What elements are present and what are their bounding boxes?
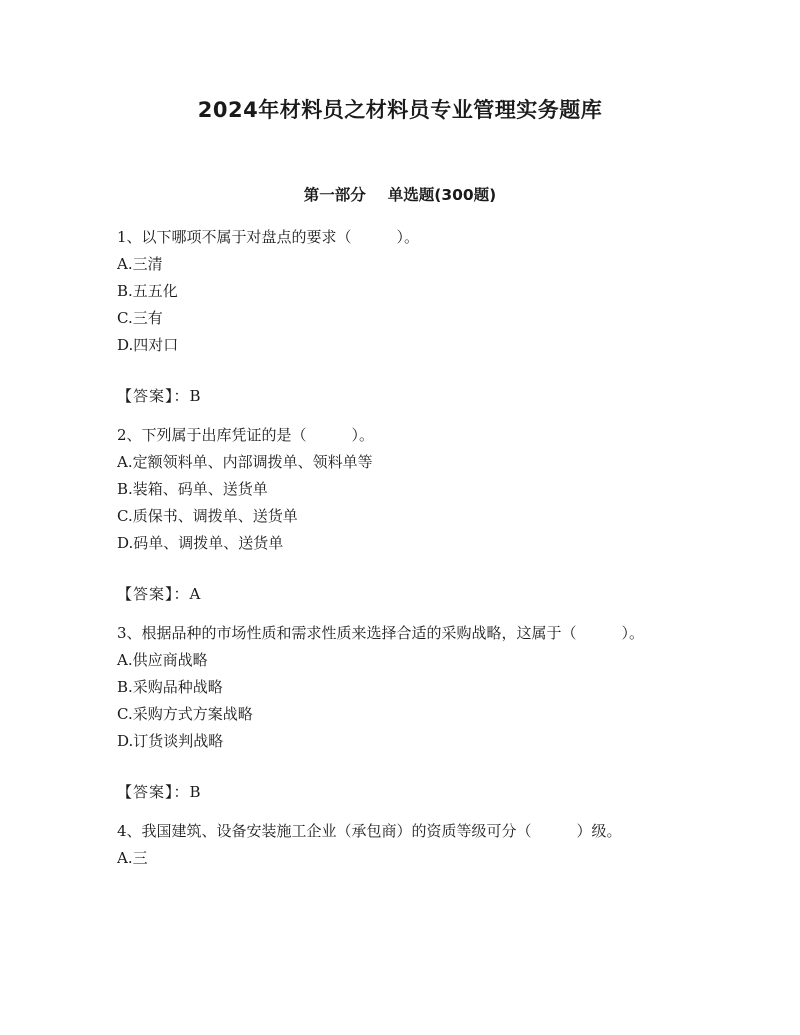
option-c: C.采购方式方案战略 — [117, 705, 253, 723]
question-stem: 4、我国建筑、设备安装施工企业（承包商）的资质等级可分（ ）级。 — [117, 822, 622, 840]
option-a: A.三清 — [117, 255, 163, 273]
option-c: C.三有 — [117, 309, 163, 327]
option-c: C.质保书、调拨单、送货单 — [117, 507, 298, 525]
question-stem: 2、下列属于出库凭证的是（ ）。 — [117, 426, 375, 444]
option-d: D.四对口 — [117, 336, 179, 354]
option-d: D.码单、调拨单、送货单 — [117, 534, 284, 552]
answer-value: B — [189, 387, 201, 405]
answer-line — [117, 779, 687, 806]
document-title: 2024年材料员之材料员专业管理实务题库 — [197, 98, 603, 122]
question-stem: 3、根据品种的市场性质和需求性质来选择合适的采购战略，这属于（ ）。 — [117, 624, 645, 642]
section-name: 单选题(300题) — [387, 186, 497, 204]
option-a: A.三 — [117, 849, 148, 867]
question-1 — [117, 224, 687, 410]
question-2 — [117, 422, 687, 608]
answer-line — [117, 581, 687, 608]
answer-label: 【答案】： — [117, 783, 190, 801]
option-b: B.采购品种战略 — [117, 678, 223, 696]
question-3 — [117, 620, 687, 806]
answer-value: A — [189, 585, 201, 603]
option-b: B.五五化 — [117, 282, 178, 300]
answer-line — [117, 383, 687, 410]
section-heading — [0, 184, 800, 206]
option-a: A.定额领料单、内部调拨单、领料单等 — [117, 453, 373, 471]
answer-value: B — [189, 783, 201, 801]
option-a: A.供应商战略 — [117, 651, 208, 669]
section-part: 第一部分 — [303, 186, 366, 204]
answer-label: 【答案】： — [117, 585, 190, 603]
question-4 — [117, 818, 687, 872]
question-list — [117, 224, 687, 872]
option-b: B.装箱、码单、送货单 — [117, 480, 268, 498]
answer-label: 【答案】： — [117, 387, 190, 405]
question-stem: 1、以下哪项不属于对盘点的要求（ ）。 — [117, 228, 420, 246]
option-d: D.订货谈判战略 — [117, 732, 224, 750]
